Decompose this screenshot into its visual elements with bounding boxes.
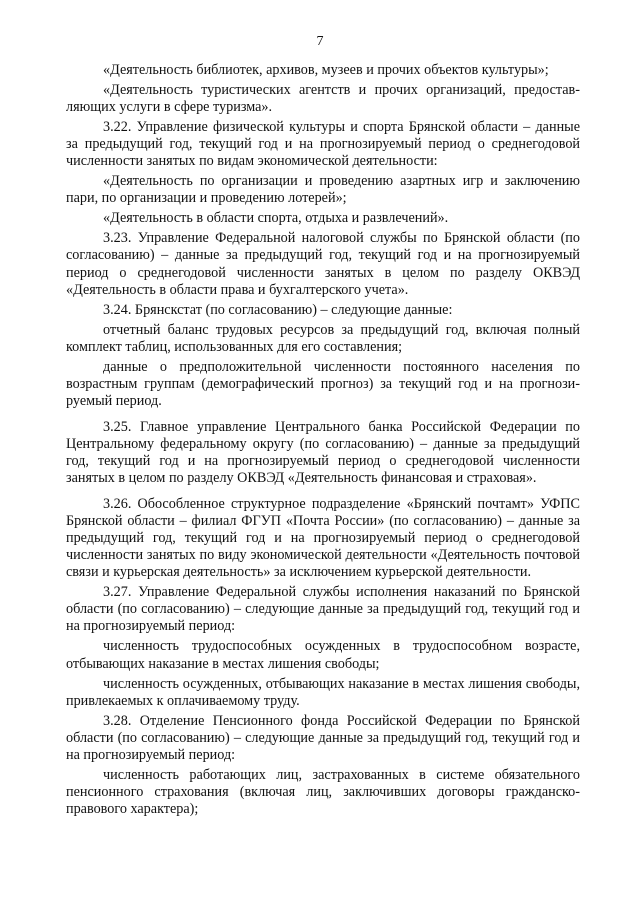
paragraph-3-25: 3.25. Главное управление Центрального банка Российской Федерации по Центральному федеральному округу (по согласованию) – данные за предыдущий год, текущий год и на прогнозируемый период о среднегодовой численности занятых в целом по разделу ОКВЭД «Деятельность финансовая и страховая».	[66, 418, 580, 487]
paragraph-gambling-activity: «Деятельность по организации и проведению азартных игр и заключению пари, по организации и проведению лотерей»;	[66, 173, 580, 207]
paragraph-3-22: 3.22. Управление физической культуры и спорта Брянской области – данные за предыдущий год, текущий год и на прогнозируемый период о среднегодовой численности занятых по видам экономической деятельности:	[66, 119, 580, 170]
paragraph-culture-activity: «Деятельность библиотек, архивов, музеев и прочих объектов культуры»;	[103, 62, 549, 78]
paragraph-sport-activity: «Деятельность в области спорта, отдыха и развлечений».	[103, 210, 449, 227]
paragraph-tourism-activity: «Деятельность туристических агентств и прочих организаций, предоставляющих услуги в сфере туризма».	[66, 82, 580, 116]
paragraph-3-27: 3.27. Управление Федеральной службы исполнения наказаний по Брянской области (по согласованию) – следующие данные за предыдущий год, текущий год и на прогнозируемый период:	[66, 584, 580, 635]
paragraph-labor-balance: отчетный баланс трудовых ресурсов за предыдущий год, включая полный комплект таблиц, использованных для его составления;	[66, 321, 580, 355]
paragraph-insured-workers: численность работающих лиц, застрахованных в системе обязательного пенсионного страхования (включая лиц, заключивших договоры гражданско-правового характера);	[66, 766, 580, 817]
paragraph-3-24: 3.24. Брянскстат (по согласованию) – следующие данные:	[103, 301, 453, 318]
paragraph-convicts-working-age: численность трудоспособных осужденных в трудоспособном возрасте, отбывающих наказание в местах лишения свободы;	[66, 638, 580, 672]
paragraph-3-26: 3.26. Обособленное структурное подразделение «Брянский почтамт» УФПС Брянской области – филиал ФГУП «Почта России» (по согласованию) – данные за предыдущий год, текущий год и на прогнозируемый период о среднегодовой численности занятых по виду экономической деятельности «Деятельность почтовой связи и курьерская деятельность» за исключением курьерской деятельности.	[66, 496, 580, 581]
paragraph-3-23: 3.23. Управление Федеральной налоговой службы по Брянской области (по согласованию) – данные за предыдущий год, текущий год и на прогнозируемый период о среднегодовой численности занятых в целом по разделу ОКВЭД «Деятельность в области права и бухгалтерского учета».	[66, 230, 580, 298]
paragraph-population-forecast: данные о предположительной численности постоянного населения по возрастным группам (демографический прогноз) за текущий год и на прогнозируемый период.	[66, 358, 580, 409]
paragraph-3-28: 3.28. Отделение Пенсионного фонда Российской Федерации по Брянской области (по согласованию) – следующие данные за предыдущий год, текущий год и на прогнозируемый период:	[66, 712, 580, 763]
document-body	[66, 62, 580, 821]
paragraph-convicts-employed: численность осужденных, отбывающих наказание в местах лишения свободы, привлекаемых к оплачиваемому труду.	[66, 675, 580, 709]
page-number: 7	[316, 34, 324, 49]
